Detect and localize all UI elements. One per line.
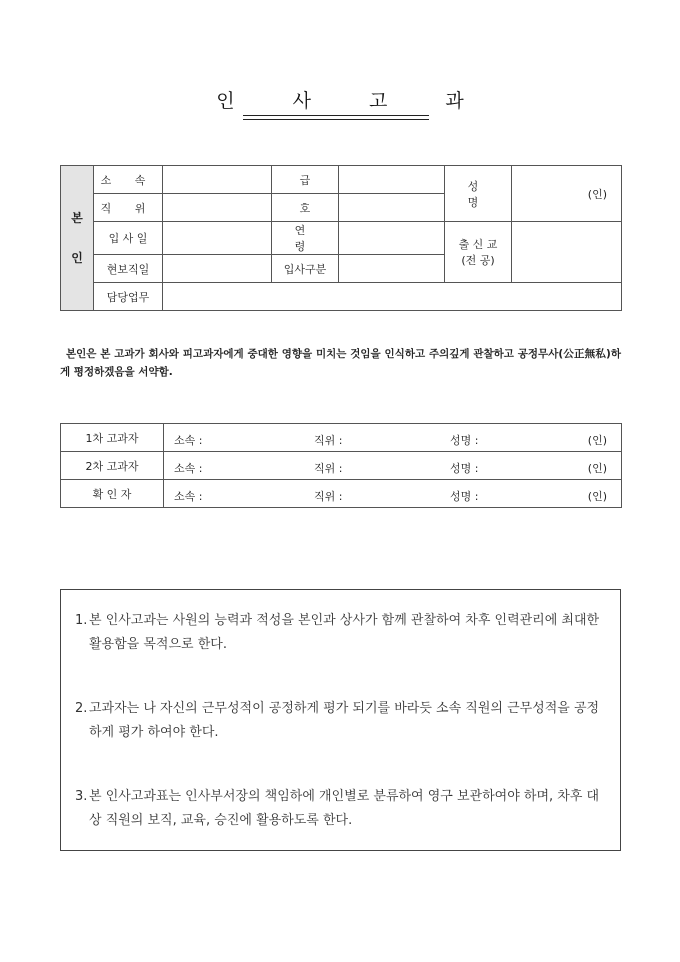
field-current-post-date[interactable] (163, 255, 272, 283)
evaluator-position-label: 직위 : (314, 462, 343, 475)
field-duty[interactable] (163, 283, 622, 311)
field-step[interactable] (339, 194, 445, 222)
note-number: 2. (75, 701, 88, 716)
note-text: 본 인사고과는 사원의 능력과 적성을 본인과 상사가 함께 관찰하여 차후 인력관리에 최대한 활용함을 목적으로 한다. (89, 613, 600, 652)
field-department[interactable] (163, 166, 272, 194)
evaluator-position-label: 직위 : (314, 434, 343, 447)
section-label-cell (61, 166, 94, 311)
label-position: 직 위 (94, 194, 163, 222)
label-join-type: 입사구분 (272, 255, 339, 283)
evaluator-seal: (인) (587, 490, 607, 503)
note-number: 1. (75, 613, 88, 628)
label-current-post-date: 현보직일 (94, 255, 163, 283)
field-join-date[interactable] (163, 222, 272, 255)
notes-box (60, 589, 621, 851)
evaluator-dept-label: 소속 : (174, 462, 203, 475)
label-school-line1: 출 신 교 (458, 238, 498, 251)
evaluator-role: 확 인 자 (61, 480, 164, 508)
employee-info-table (60, 165, 622, 311)
evaluator-dept-label: 소속 : (174, 434, 203, 447)
note-item (75, 785, 609, 833)
evaluator-fields[interactable] (164, 452, 622, 480)
evaluator-name-label: 성명 : (450, 490, 479, 503)
label-school-line2: (전 공) (461, 254, 495, 267)
evaluator-seal: (인) (587, 462, 607, 475)
field-age[interactable] (339, 222, 445, 255)
field-position[interactable] (163, 194, 272, 222)
field-name-seal[interactable]: (인) (512, 166, 622, 222)
label-name: 성 명 (445, 166, 512, 222)
note-item (75, 609, 609, 657)
note-item (75, 697, 609, 745)
field-school[interactable] (512, 222, 622, 283)
label-department: 소 속 (94, 166, 163, 194)
evaluator-role: 1차 고과자 (61, 424, 164, 452)
evaluator-seal: (인) (587, 434, 607, 447)
evaluator-dept-label: 소속 : (174, 490, 203, 503)
evaluator-role: 2차 고과자 (61, 452, 164, 480)
evaluator-name-label: 성명 : (450, 462, 479, 475)
pledge-text: 본인은 본 고과가 회사와 피고과자에게 중대한 영향을 미치는 것임을 인식하고 주의깊게 관찰하고 공정무사(公正無私)하게 평정하겠음을 서약함. (60, 348, 621, 378)
title-area (0, 86, 680, 113)
note-text: 본 인사고과표는 인사부서장의 책임하에 개인별로 분류하여 영구 보관하여야 하며, 차후 대상 직원의 보직, 교육, 승진에 활용하도록 한다. (89, 789, 600, 828)
field-join-type[interactable] (339, 255, 445, 283)
section-label-bon: 본 (71, 211, 83, 225)
label-step: 호 (272, 194, 339, 222)
title-underline-top (243, 115, 429, 116)
evaluator-name-label: 성명 : (450, 434, 479, 447)
section-label-in: 인 (71, 251, 83, 265)
label-duty: 담당업무 (94, 283, 163, 311)
evaluator-table (60, 423, 622, 508)
evaluator-fields[interactable] (164, 480, 622, 508)
label-school (445, 222, 512, 283)
document-title: 인 사 고 과 (216, 90, 490, 112)
evaluator-fields[interactable] (164, 424, 622, 452)
title-underline-bottom (243, 119, 429, 120)
evaluator-position-label: 직위 : (314, 490, 343, 503)
note-text: 고과자는 나 자신의 근무성적이 공정하게 평가 되기를 바라듯 소속 직원의 근무성적을 공정하게 평가 하여야 한다. (89, 701, 600, 740)
label-age: 연 령 (272, 222, 339, 255)
label-grade: 급 (272, 166, 339, 194)
note-number: 3. (75, 789, 88, 804)
evaluator-row (61, 452, 622, 480)
evaluator-row (61, 480, 622, 508)
label-join-date: 입 사 일 (94, 222, 163, 255)
evaluator-row (61, 424, 622, 452)
field-grade[interactable] (339, 166, 445, 194)
